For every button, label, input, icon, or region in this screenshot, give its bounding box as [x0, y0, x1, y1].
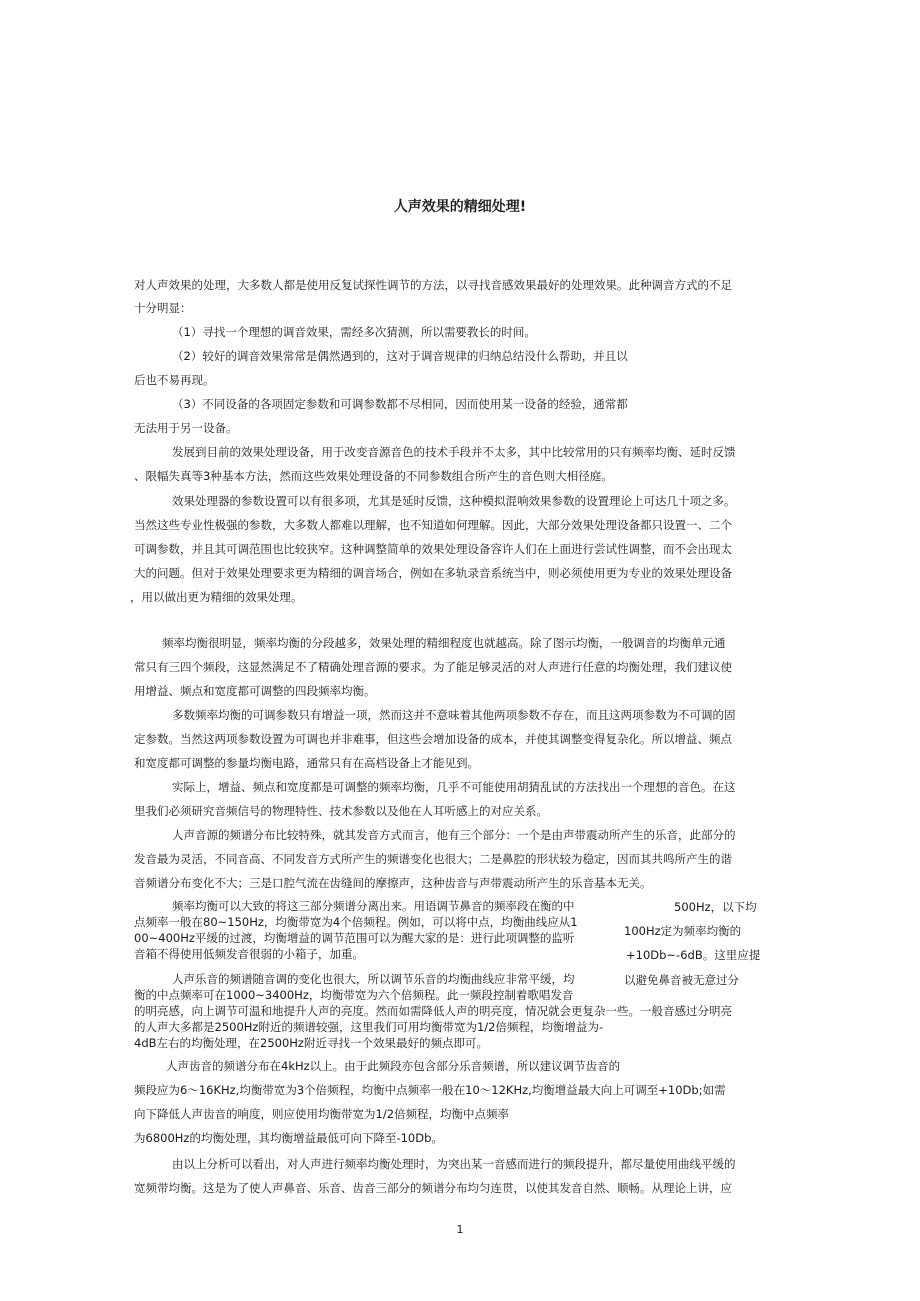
text-line: 的明亮感，向上调节可温和地提升人声的亮度。然而如需降低人声的明亮度，情况就会更复杂一些。一般音感过分明亮 [134, 1004, 732, 1018]
text-line: （2）较好的调音效果常常是偶然遇到的，这对于调音规律的归纳总结没什么帮助，并且以 [172, 349, 628, 363]
text-line: 可调参数，并且其可调范围也比较狭窄。这种调整简单的效果处理设备容许人们在上面进行尝试性调整，而不会出现太 [134, 542, 732, 556]
text-line: 由以上分析可以看出，对人声进行频率均衡处理时，为突出某一音感而进行的频段提升，都尽量使用曲线平缓的 [172, 1157, 736, 1171]
page-number: 1 [456, 1223, 464, 1236]
text-line: 音频谱分布变化不大；三是口腔气流在齿缝间的摩擦声，这种齿音与声带震动所产生的乐音基本无关。 [134, 876, 652, 890]
text-line: 人声乐音的频谱随音调的变化也很大，所以调节乐音的均衡曲线应非常平缓，均 [172, 972, 575, 986]
text-line: 频段应为6～16KHz,均衡带宽为3个倍频程，均衡中点频率一般在10～12KHz,均衡增益最大向上可调至+10Db;如需 [134, 1083, 726, 1097]
side-note: +10Db~-6dB。这里应提 [626, 948, 761, 962]
document-title: 人声效果的精细处理! [393, 199, 527, 215]
text-line: 无法用于另一设备。 [134, 421, 238, 435]
text-line: 发展到目前的效果处理设备，用于改变音源音色的技术手段并不太多，其中比较常用的只有频率均衡、延时反馈 [172, 445, 736, 459]
text-line: 点频率一般在80~150Hz，均衡带宽为4个倍频程。例如，可以将中点，均衡曲线应从1 [134, 915, 578, 929]
text-line: 、限幅失真等3种基本方法，然而这些效果处理设备的不同参数组合所产生的音色则大相径庭。 [134, 469, 613, 483]
text-line: 的人声大多都是2500Hz附近的频谱较强，这里我们可用均衡带宽为1/2倍频程，均衡增益为- [134, 1020, 604, 1034]
text-line: 后也不易再现。 [134, 373, 215, 387]
side-note: 100Hz定为频率均衡的 [624, 924, 742, 938]
text-line: 发音最为灵活，不同音高、不同发音方式所产生的频谱变化也很大；二是鼻腔的形状较为稳定，因而其共鸣所产生的谐 [134, 852, 732, 866]
text-line: 向下降低人声齿音的响度，则应使用均衡带宽为1/2倍频程，均衡中点频率 [134, 1107, 510, 1121]
side-note: 500Hz，以下均 [674, 900, 757, 914]
text-line: 00~400Hz平缓的过渡，均衡增益的调节范围可以为醒大家的是：进行此项调整的监听 [134, 931, 575, 945]
text-line: 大的问题。但对于效果处理要求更为精细的调音场合，例如在多轨录音系统当中，则必须使用更为专业的效果处理设备 [134, 566, 732, 580]
text-line: 对人声效果的处理，大多数人都是使用反复试探性调节的方法，以寻找音感效果最好的处理效果。此种调音方式的不足 [134, 278, 732, 292]
text-line: 定参数。当然这两项参数设置为可调也并非难事，但这些会增加设备的成本，并使其调整变得复杂化。所以增益、频点 [134, 732, 732, 746]
text-line: 人声音源的频谱分布比较特殊，就其发音方式而言，他有三个部分：一个是由声带震动所产生的乐音，此部分的 [172, 828, 736, 842]
text-line: 4dB左右的均衡处理，在2500Hz附近寻找一个效果最好的频点即可。 [134, 1036, 488, 1050]
text-line: 十分明显： [134, 301, 192, 315]
text-line: 为6800Hz的均衡处理，其均衡增益最低可向下降至-10Db。 [134, 1131, 443, 1145]
side-note: 以避免鼻音被无意过分 [624, 973, 739, 987]
text-line: 常只有三四个频段，这显然满足不了精确处理音源的要求。为了能足够灵活的对人声进行任意的均衡处理，我们建议使 [134, 660, 732, 674]
text-line: 宽频带均衡。这是为了使人声鼻音、乐音、齿音三部分的频谱分布均匀连贯，以使其发音自然、顺畅。从理论上讲，应 [134, 1181, 732, 1195]
text-line: 里我们必须研究音频信号的物理特性、技术参数以及他在人耳听感上的对应关系。 [134, 804, 548, 818]
text-line: （1）寻找一个理想的调音效果，需经多次猜测，所以需要教长的时间。 [172, 325, 536, 339]
text-line: 用增益、频点和宽度都可调整的四段频率均衡。 [134, 684, 376, 698]
text-line: 实际上，增益、频点和宽度都是可调整的频率均衡，几乎不可能使用胡猜乱试的方法找出一个理想的音色。在这 [172, 780, 736, 794]
text-line: 音箱不得使用低频发音很弱的小箱子，加重。 [134, 947, 364, 961]
text-line: 人声齿音的频谱分布在4kHz以上。由于此频段亦包含部分乐音频谱，所以建议调节齿音的 [166, 1059, 621, 1073]
text-line: 效果处理器的参数设置可以有很多项，尤其是延时反馈，这种模拟混响效果参数的设置理论上可达几十项之多。 [172, 494, 736, 508]
text-line: 频率均衡可以大致的将这三部分频谱分离出来。用语调节鼻音的频率段在衡的中 [172, 899, 575, 913]
text-line: 频率均衡很明显，频率均衡的分段越多，效果处理的精细程度也就越高。除了图示均衡，一般调音的均衡单元通 [162, 636, 726, 650]
text-line: 当然这些专业性极强的参数，大多数人都难以理解，也不知道如何理解。因此，大部分效果处理设备都只设置一、二个 [134, 518, 732, 532]
text-line: 多数频率均衡的可调参数只有增益一项，然而这并不意味着其他两项参数不存在，而且这两项参数为不可调的固 [172, 708, 736, 722]
text-line: （3）不同设备的各项固定参数和可调参数都不尽相同，因而使用某一设备的经验，通常都 [172, 397, 628, 411]
text-line: ，用以做出更为精细的效果处理。 [130, 590, 303, 604]
text-line: 衡的中点频率可在1000~3400Hz，均衡带宽为六个倍频程。此一频段控制着歌唱发音 [134, 988, 574, 1002]
text-line: 和宽度都可调整的参量均衡电路，通常只有在高档设备上才能见到。 [134, 756, 479, 770]
